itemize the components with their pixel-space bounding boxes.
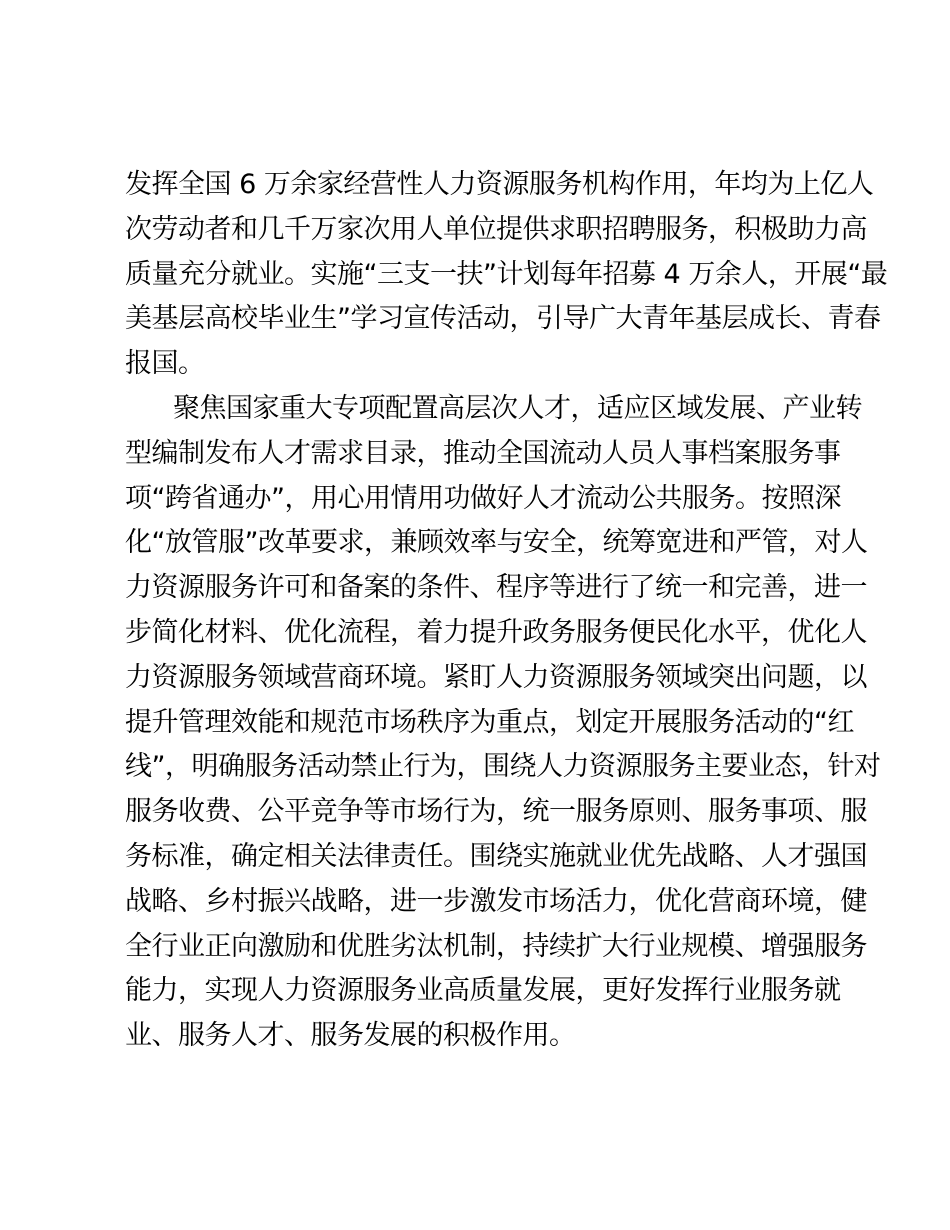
text-line: 业、服务人才、服务发展的积极作用。 xyxy=(125,1020,576,1052)
text-line: 能力，实现人力资源服务业高质量发展，更好发挥行业服务就 xyxy=(125,975,841,1007)
body-text xyxy=(125,163,888,1059)
text-line: 力资源服务领域营商环境。紧盯人力资源服务领域突出问题，以 xyxy=(125,661,867,693)
text-line: 型编制发布人才需求目录，推动全国流动人员人事档案服务事 xyxy=(125,437,841,469)
text-line: 报国。 xyxy=(125,348,205,380)
text-line: 发挥全国 6 万余家经营性人力资源服务机构作用，年均为上亿人 xyxy=(125,169,874,200)
text-line: 质量充分就业。实施“三支一扶”计划每年招募 4 万余人，开展“最 xyxy=(125,258,888,290)
text-line: 美基层高校毕业生”学习宣传活动，引导广大青年基层成长、青春 xyxy=(125,303,881,335)
text-line: 项“跨省通办”，用心用情用功做好人才流动公共服务。按照深 xyxy=(125,482,841,514)
text-line: 线”，明确服务活动禁止行为，围绕人力资源服务主要业态，针对 xyxy=(125,751,881,783)
text-line: 力资源服务许可和备案的条件、程序等进行了统一和完善，进一 xyxy=(125,572,867,604)
text-line: 服务收费、公平竞争等市场行为，统一服务原则、服务事项、服 xyxy=(125,796,867,828)
text-line: 步简化材料、优化流程，着力提升政务服务便民化水平，优化人 xyxy=(125,616,867,648)
text-line: 化“放管服”改革要求，兼顾效率与安全，统筹宽进和严管，对人 xyxy=(125,527,868,559)
text-line: 提升管理效能和规范市场秩序为重点，划定开展服务活动的“红 xyxy=(125,706,854,738)
text-line: 聚焦国家重大专项配置高层次人才，适应区域发展、产业转 xyxy=(173,392,862,424)
text-line: 次劳动者和几千万家次用人单位提供求职招聘服务，积极助力高 xyxy=(125,213,867,245)
text-line: 战略、乡村振兴战略，进一步激发市场活力，优化营商环境，健 xyxy=(125,885,867,917)
text-line: 全行业正向激励和优胜劣汰机制，持续扩大行业规模、增强服务 xyxy=(125,930,867,962)
text-line: 务标准，确定相关法律责任。围绕实施就业优先战略、人才强国 xyxy=(125,840,867,872)
